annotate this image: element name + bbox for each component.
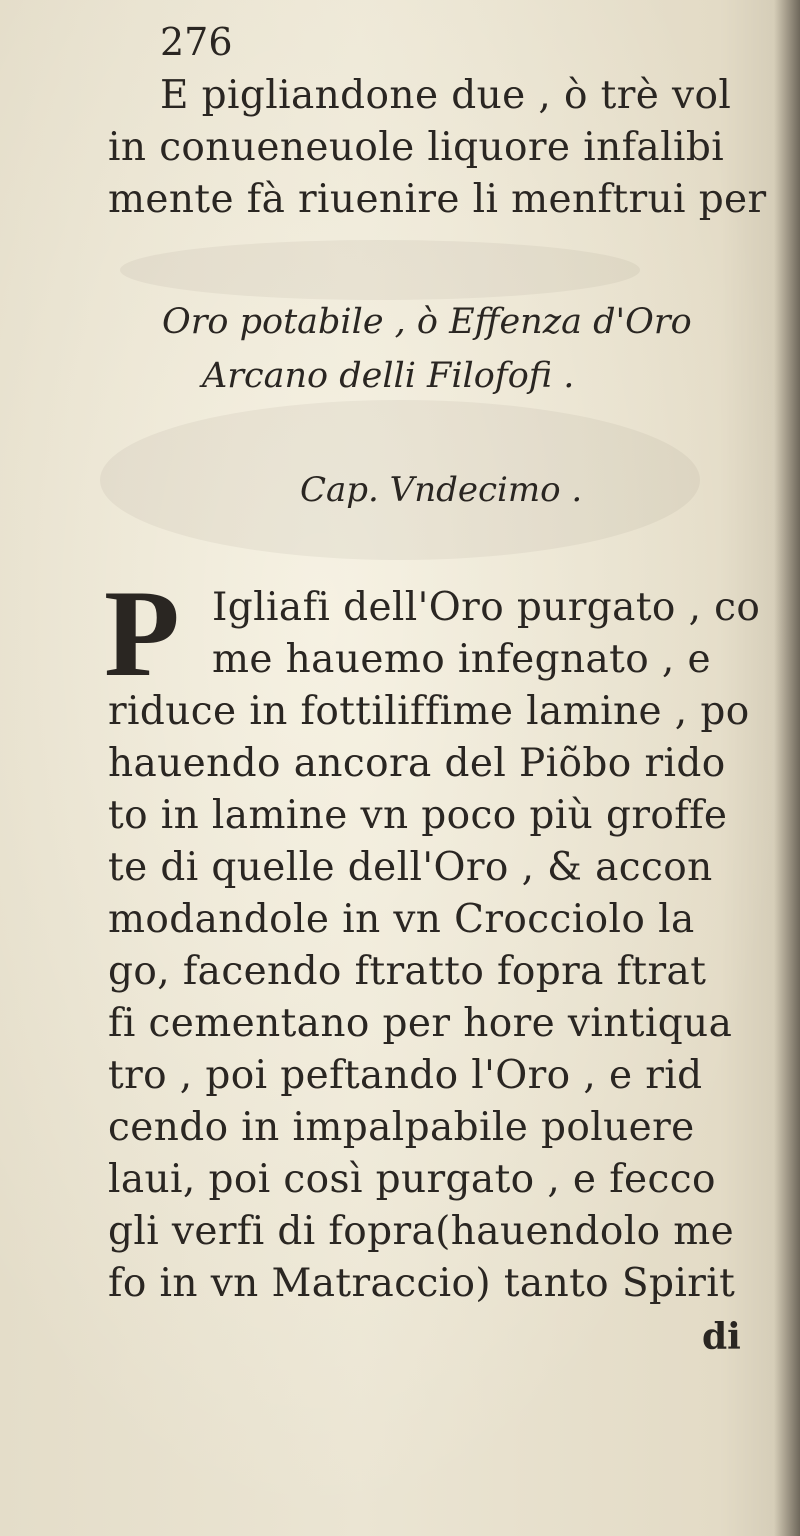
drop-cap: P: [104, 565, 180, 702]
section-heading: Arcano delli Filofofi .: [202, 356, 575, 396]
page-number: 276: [160, 20, 233, 64]
text-line: hauendo ancora del Piõbo rido: [108, 741, 726, 786]
text-line: E pigliandone due , ò trè vol: [160, 73, 732, 118]
text-line: cendo in impalpabile poluere: [108, 1105, 695, 1150]
text-line: fi cementano per hore vintiqua: [108, 1001, 733, 1046]
text-line: in conueneuole liquore infalibi: [108, 125, 725, 170]
text-line: gli verfi di fopra(hauendolo me: [108, 1209, 735, 1254]
text-line: modandole in vn Crocciolo la: [108, 897, 695, 942]
text-line: fo in vn Matraccio) tanto Spirit: [108, 1261, 736, 1306]
text-line: me hauemo infegnato , e: [212, 637, 711, 682]
catchword: di: [702, 1316, 741, 1358]
text-line: go, facendo ftratto fopra ftrat: [108, 949, 707, 994]
text-line: te di quelle dell'Oro , & accon: [108, 845, 713, 890]
section-heading: Oro potabile , ò Effenza d'Oro: [162, 302, 692, 342]
text-line: Igliafi dell'Oro purgato , co: [212, 585, 761, 630]
chapter-heading: Cap. Vndecimo .: [300, 470, 583, 510]
bleed-through-stain: [120, 240, 640, 300]
text-line: laui, poi così purgato , e fecco: [108, 1157, 716, 1202]
text-line: tro , poi peftando l'Oro , e rid: [108, 1053, 703, 1098]
text-line: riduce in fottiliffime lamine , po: [108, 689, 750, 734]
page-gutter-shadow: [774, 0, 800, 1536]
text-line: to in lamine vn poco più groffe: [108, 793, 728, 838]
text-line: mente fà riuenire li menftrui per: [108, 177, 767, 222]
